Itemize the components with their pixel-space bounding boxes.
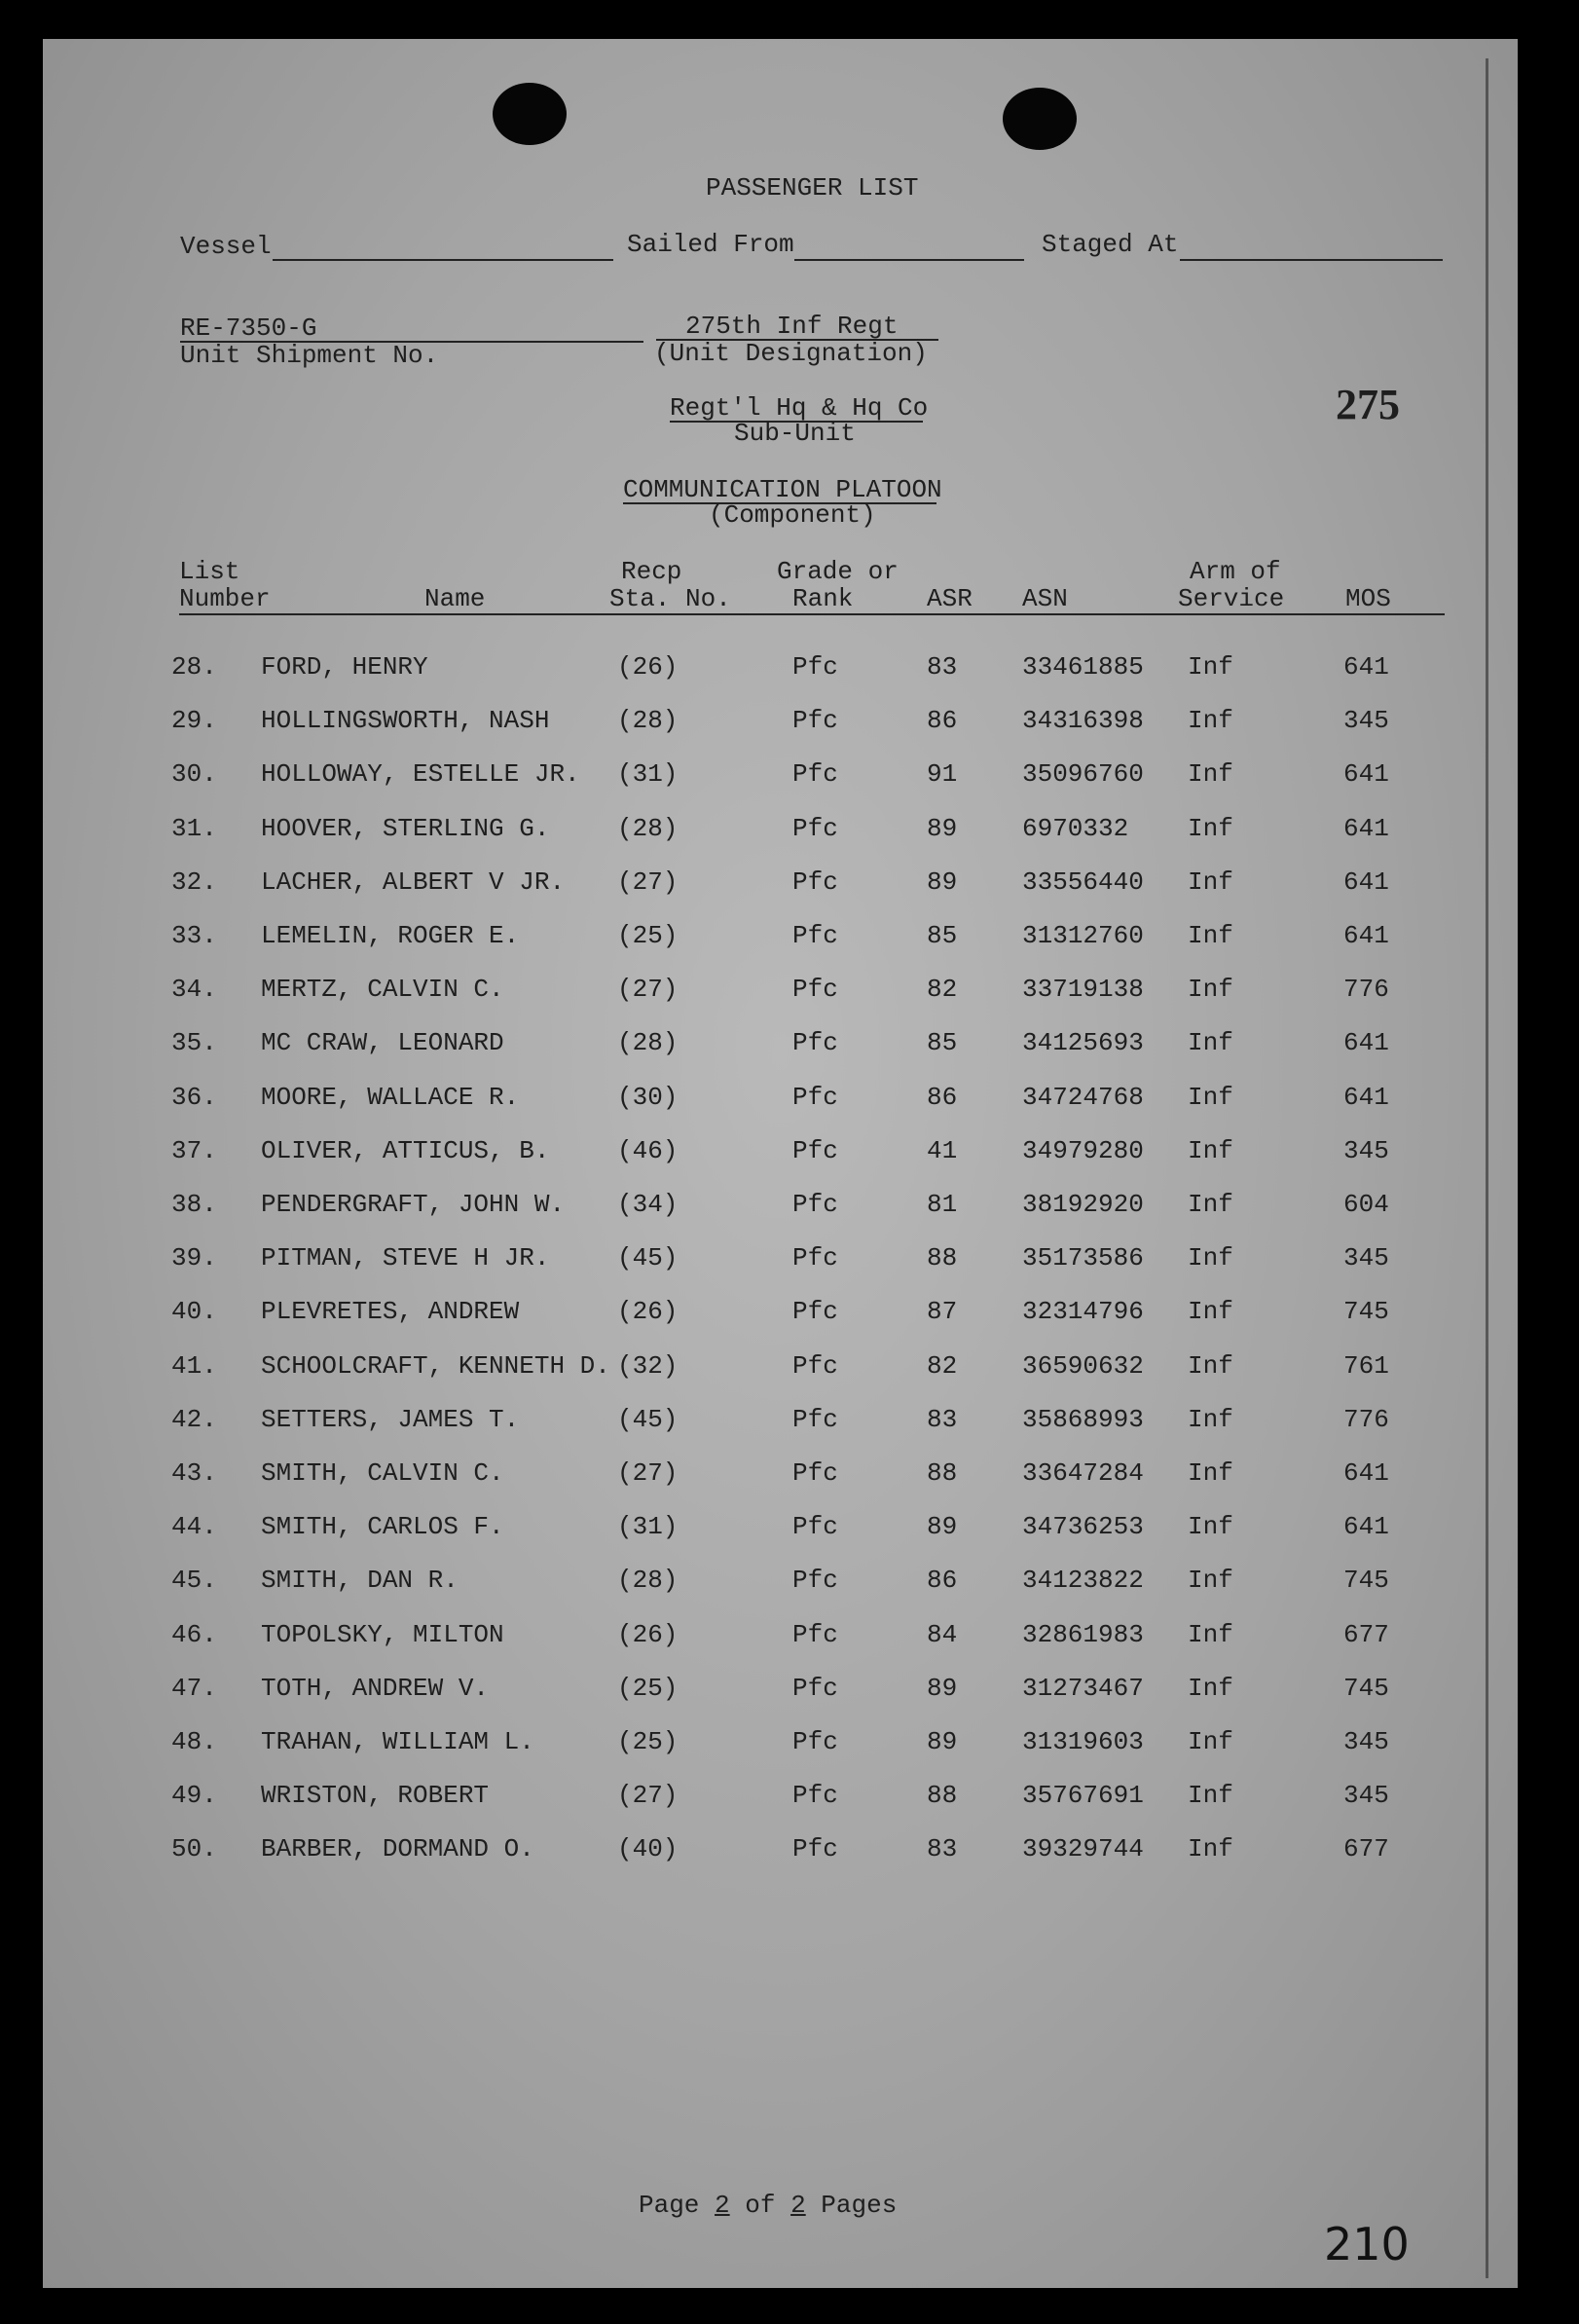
row-asr: 86 bbox=[927, 1566, 958, 1596]
row-arm-of-service: Inf bbox=[1188, 1135, 1233, 1165]
row-arm-of-service: Inf bbox=[1188, 1082, 1233, 1112]
row-mos: 345 bbox=[1343, 1727, 1389, 1756]
row-name: SMITH, DAN R. bbox=[261, 1566, 459, 1596]
col-mos: MOS bbox=[1345, 584, 1391, 613]
row-name: HOOVER, STERLING G. bbox=[261, 813, 550, 843]
row-asr: 89 bbox=[927, 1673, 958, 1703]
row-name: OLIVER, ATTICUS, B. bbox=[261, 1135, 550, 1165]
row-asn: 38192920 bbox=[1022, 1190, 1144, 1219]
row-asr: 84 bbox=[927, 1619, 958, 1649]
table-row bbox=[43, 1405, 1518, 1444]
page-footer bbox=[639, 2191, 897, 2220]
sub-unit-value: Regt'l Hq & Hq Co bbox=[670, 393, 929, 423]
row-asn: 33556440 bbox=[1022, 867, 1144, 897]
row-mos: 677 bbox=[1343, 1619, 1389, 1649]
sailed-from-blank-line bbox=[794, 259, 1024, 261]
row-name: MC CRAW, LEONARD bbox=[261, 1028, 504, 1058]
col-grade-line1: Grade or bbox=[777, 557, 899, 586]
row-grade: Pfc bbox=[792, 1458, 838, 1488]
col-arm-line1: Arm of bbox=[1190, 557, 1281, 586]
row-name: PENDERGRAFT, JOHN W. bbox=[261, 1190, 566, 1219]
row-arm-of-service: Inf bbox=[1188, 1673, 1233, 1703]
row-arm-of-service: Inf bbox=[1188, 1190, 1233, 1219]
row-recp-station: (25) bbox=[617, 921, 679, 950]
row-mos: 641 bbox=[1343, 921, 1389, 950]
row-arm-of-service: Inf bbox=[1188, 759, 1233, 790]
page-of: of bbox=[745, 2191, 776, 2220]
row-asn: 35096760 bbox=[1022, 759, 1144, 790]
row-grade: Pfc bbox=[792, 1190, 838, 1219]
row-grade: Pfc bbox=[792, 1028, 838, 1058]
col-asn: ASN bbox=[1022, 584, 1068, 613]
row-number: 42. bbox=[171, 1404, 217, 1434]
row-number: 38. bbox=[171, 1190, 217, 1219]
row-mos: 761 bbox=[1343, 1350, 1389, 1381]
table-row bbox=[43, 1136, 1518, 1175]
row-grade: Pfc bbox=[792, 706, 838, 736]
row-asr: 88 bbox=[927, 1458, 958, 1488]
row-name: TOPOLSKY, MILTON bbox=[261, 1619, 504, 1649]
component-value: COMMUNICATION PLATOON bbox=[623, 475, 942, 504]
row-asr: 83 bbox=[927, 1404, 958, 1434]
row-mos: 677 bbox=[1343, 1834, 1389, 1864]
unit-shipment-value: RE-7350-G bbox=[180, 314, 317, 343]
row-asr: 89 bbox=[927, 813, 958, 843]
row-asr: 89 bbox=[927, 1512, 958, 1542]
row-asn: 33647284 bbox=[1022, 1458, 1144, 1488]
row-grade: Pfc bbox=[792, 1673, 838, 1703]
row-grade: Pfc bbox=[792, 975, 838, 1005]
row-asn: 35767691 bbox=[1022, 1781, 1144, 1811]
col-recp-line2: Sta. No. bbox=[609, 584, 731, 613]
row-arm-of-service: Inf bbox=[1188, 975, 1233, 1005]
row-asr: 88 bbox=[927, 1243, 958, 1273]
row-grade: Pfc bbox=[792, 1404, 838, 1434]
table-row bbox=[43, 1620, 1518, 1659]
col-asr: ASR bbox=[927, 584, 973, 613]
page-label: Page bbox=[639, 2191, 700, 2220]
row-asn: 36590632 bbox=[1022, 1350, 1144, 1381]
row-name: HOLLOWAY, ESTELLE JR. bbox=[261, 759, 580, 790]
unit-designation-value: 275th Inf Regt bbox=[685, 312, 899, 341]
row-number: 36. bbox=[171, 1082, 217, 1112]
row-recp-station: (46) bbox=[617, 1135, 679, 1165]
row-arm-of-service: Inf bbox=[1188, 1566, 1233, 1596]
row-recp-station: (27) bbox=[617, 867, 679, 897]
row-name: PITMAN, STEVE H JR. bbox=[261, 1243, 550, 1273]
punch-hole-right bbox=[1003, 88, 1077, 150]
table-row bbox=[43, 867, 1518, 906]
row-arm-of-service: Inf bbox=[1188, 867, 1233, 897]
row-recp-station: (27) bbox=[617, 975, 679, 1005]
row-grade: Pfc bbox=[792, 1350, 838, 1381]
sailed-from-label: Sailed From bbox=[627, 230, 794, 259]
document-page bbox=[43, 39, 1518, 2288]
row-recp-station: (27) bbox=[617, 1781, 679, 1811]
row-grade: Pfc bbox=[792, 921, 838, 950]
row-arm-of-service: Inf bbox=[1188, 706, 1233, 736]
row-mos: 641 bbox=[1343, 652, 1389, 682]
table-row bbox=[43, 1297, 1518, 1336]
row-name: LEMELIN, ROGER E. bbox=[261, 921, 520, 950]
row-recp-station: (31) bbox=[617, 1512, 679, 1542]
row-name: TRAHAN, WILLIAM L. bbox=[261, 1727, 534, 1756]
row-recp-station: (28) bbox=[617, 706, 679, 736]
row-arm-of-service: Inf bbox=[1188, 652, 1233, 682]
component-label: (Component) bbox=[709, 500, 876, 530]
table-row bbox=[43, 921, 1518, 960]
table-row bbox=[43, 1190, 1518, 1229]
row-asr: 85 bbox=[927, 921, 958, 950]
row-asr: 83 bbox=[927, 1834, 958, 1864]
row-arm-of-service: Inf bbox=[1188, 1781, 1233, 1811]
table-row bbox=[43, 1674, 1518, 1713]
row-arm-of-service: Inf bbox=[1188, 1834, 1233, 1864]
row-name: MOORE, WALLACE R. bbox=[261, 1082, 520, 1112]
row-grade: Pfc bbox=[792, 1243, 838, 1273]
row-grade: Pfc bbox=[792, 759, 838, 790]
row-number: 43. bbox=[171, 1458, 217, 1488]
row-asn: 31273467 bbox=[1022, 1673, 1144, 1703]
row-arm-of-service: Inf bbox=[1188, 1458, 1233, 1488]
header-rule bbox=[179, 613, 1445, 615]
row-recp-station: (32) bbox=[617, 1350, 679, 1381]
row-asn: 33719138 bbox=[1022, 975, 1144, 1005]
table-row bbox=[43, 1781, 1518, 1820]
col-list-number-line1: List bbox=[179, 557, 240, 586]
col-arm-line2: Service bbox=[1178, 584, 1285, 613]
row-name: SCHOOLCRAFT, KENNETH D. bbox=[261, 1350, 610, 1381]
handwritten-number: 210 bbox=[1324, 2218, 1410, 2270]
row-asr: 85 bbox=[927, 1028, 958, 1058]
row-grade: Pfc bbox=[792, 1297, 838, 1327]
row-mos: 345 bbox=[1343, 1243, 1389, 1273]
row-number: 35. bbox=[171, 1028, 217, 1058]
row-asn: 34724768 bbox=[1022, 1082, 1144, 1112]
row-recp-station: (30) bbox=[617, 1082, 679, 1112]
row-asn: 34123822 bbox=[1022, 1566, 1144, 1596]
row-number: 28. bbox=[171, 652, 217, 682]
row-grade: Pfc bbox=[792, 1781, 838, 1811]
row-asr: 88 bbox=[927, 1781, 958, 1811]
row-mos: 641 bbox=[1343, 867, 1389, 897]
row-asr: 83 bbox=[927, 652, 958, 682]
row-number: 29. bbox=[171, 706, 217, 736]
row-mos: 345 bbox=[1343, 1781, 1389, 1811]
row-recp-station: (34) bbox=[617, 1190, 679, 1219]
row-number: 50. bbox=[171, 1834, 217, 1864]
row-recp-station: (45) bbox=[617, 1404, 679, 1434]
row-grade: Pfc bbox=[792, 1619, 838, 1649]
row-recp-station: (25) bbox=[617, 1673, 679, 1703]
row-mos: 604 bbox=[1343, 1190, 1389, 1219]
row-asr: 82 bbox=[927, 1350, 958, 1381]
row-number: 48. bbox=[171, 1727, 217, 1756]
row-arm-of-service: Inf bbox=[1188, 1350, 1233, 1381]
table-row bbox=[43, 1243, 1518, 1282]
staged-at-label: Staged At bbox=[1042, 230, 1179, 259]
row-number: 45. bbox=[171, 1566, 217, 1596]
row-asn: 34125693 bbox=[1022, 1028, 1144, 1058]
row-name: HOLLINGSWORTH, NASH bbox=[261, 706, 550, 736]
row-asr: 87 bbox=[927, 1297, 958, 1327]
table-row bbox=[43, 1351, 1518, 1390]
table-row bbox=[43, 975, 1518, 1014]
row-name: SETTERS, JAMES T. bbox=[261, 1404, 520, 1434]
row-name: MERTZ, CALVIN C. bbox=[261, 975, 504, 1005]
unit-designation-label: (Unit Designation) bbox=[654, 339, 928, 368]
row-mos: 641 bbox=[1343, 759, 1389, 790]
row-asn: 34979280 bbox=[1022, 1135, 1144, 1165]
row-asn: 32861983 bbox=[1022, 1619, 1144, 1649]
row-number: 37. bbox=[171, 1135, 217, 1165]
row-arm-of-service: Inf bbox=[1188, 921, 1233, 950]
row-asn: 31312760 bbox=[1022, 921, 1144, 950]
document-title: PASSENGER LIST bbox=[706, 173, 919, 203]
row-asn: 33461885 bbox=[1022, 652, 1144, 682]
row-arm-of-service: Inf bbox=[1188, 1512, 1233, 1542]
row-asr: 86 bbox=[927, 1082, 958, 1112]
row-asr: 91 bbox=[927, 759, 958, 790]
table-row bbox=[43, 1727, 1518, 1766]
row-number: 41. bbox=[171, 1350, 217, 1381]
row-number: 32. bbox=[171, 867, 217, 897]
row-mos: 641 bbox=[1343, 1458, 1389, 1488]
row-asn: 34316398 bbox=[1022, 706, 1144, 736]
row-mos: 745 bbox=[1343, 1566, 1389, 1596]
page-stamp-number: 275 bbox=[1336, 381, 1400, 428]
row-name: SMITH, CARLOS F. bbox=[261, 1512, 504, 1542]
row-asr: 41 bbox=[927, 1135, 958, 1165]
row-asn: 32314796 bbox=[1022, 1297, 1144, 1327]
row-asn: 39329744 bbox=[1022, 1834, 1144, 1864]
row-recp-station: (31) bbox=[617, 759, 679, 790]
table-row bbox=[43, 1458, 1518, 1497]
row-asr: 86 bbox=[927, 706, 958, 736]
row-arm-of-service: Inf bbox=[1188, 1028, 1233, 1058]
row-recp-station: (40) bbox=[617, 1834, 679, 1864]
row-mos: 641 bbox=[1343, 1082, 1389, 1112]
row-asr: 82 bbox=[927, 975, 958, 1005]
row-recp-station: (45) bbox=[617, 1243, 679, 1273]
punch-hole-left bbox=[493, 83, 567, 145]
row-mos: 641 bbox=[1343, 1512, 1389, 1542]
sub-unit-label: Sub-Unit bbox=[734, 419, 856, 448]
row-recp-station: (28) bbox=[617, 813, 679, 843]
table-row bbox=[43, 814, 1518, 853]
table-row bbox=[43, 1083, 1518, 1122]
row-asn: 6970332 bbox=[1022, 813, 1129, 843]
row-name: WRISTON, ROBERT bbox=[261, 1781, 490, 1811]
row-recp-station: (25) bbox=[617, 1727, 679, 1756]
row-grade: Pfc bbox=[792, 652, 838, 682]
table-row bbox=[43, 1834, 1518, 1873]
row-arm-of-service: Inf bbox=[1188, 1297, 1233, 1327]
row-name: LACHER, ALBERT V JR. bbox=[261, 867, 566, 897]
row-arm-of-service: Inf bbox=[1188, 1727, 1233, 1756]
row-number: 44. bbox=[171, 1512, 217, 1542]
row-number: 47. bbox=[171, 1673, 217, 1703]
row-mos: 776 bbox=[1343, 975, 1389, 1005]
row-recp-station: (26) bbox=[617, 652, 679, 682]
row-grade: Pfc bbox=[792, 1566, 838, 1596]
table-row bbox=[43, 1566, 1518, 1605]
row-recp-station: (26) bbox=[617, 1297, 679, 1327]
row-mos: 641 bbox=[1343, 813, 1389, 843]
row-recp-station: (28) bbox=[617, 1566, 679, 1596]
col-grade-line2: Rank bbox=[792, 584, 854, 613]
row-asn: 31319603 bbox=[1022, 1727, 1144, 1756]
row-number: 39. bbox=[171, 1243, 217, 1273]
page-suffix: Pages bbox=[821, 2191, 898, 2220]
table-row bbox=[43, 1512, 1518, 1551]
row-grade: Pfc bbox=[792, 1727, 838, 1756]
row-grade: Pfc bbox=[792, 867, 838, 897]
vessel-blank-line bbox=[273, 259, 613, 261]
row-grade: Pfc bbox=[792, 1512, 838, 1542]
row-number: 30. bbox=[171, 759, 217, 790]
page-total: 2 bbox=[790, 2191, 806, 2220]
row-mos: 745 bbox=[1343, 1297, 1389, 1327]
row-mos: 745 bbox=[1343, 1673, 1389, 1703]
col-list-number-line2: Number bbox=[179, 584, 271, 613]
row-grade: Pfc bbox=[792, 1082, 838, 1112]
row-asr: 89 bbox=[927, 1727, 958, 1756]
page-current: 2 bbox=[715, 2191, 730, 2220]
row-asr: 89 bbox=[927, 867, 958, 897]
row-mos: 345 bbox=[1343, 1135, 1389, 1165]
col-name: Name bbox=[424, 584, 486, 613]
row-asn: 35868993 bbox=[1022, 1404, 1144, 1434]
table-row bbox=[43, 706, 1518, 745]
staged-at-blank-line bbox=[1180, 259, 1443, 261]
row-name: FORD, HENRY bbox=[261, 652, 428, 682]
table-row bbox=[43, 652, 1518, 691]
row-name: BARBER, DORMAND O. bbox=[261, 1834, 534, 1864]
row-mos: 345 bbox=[1343, 706, 1389, 736]
row-asn: 34736253 bbox=[1022, 1512, 1144, 1542]
row-number: 31. bbox=[171, 813, 217, 843]
row-name: SMITH, CALVIN C. bbox=[261, 1458, 504, 1488]
row-grade: Pfc bbox=[792, 1135, 838, 1165]
row-asn: 35173586 bbox=[1022, 1243, 1144, 1273]
row-arm-of-service: Inf bbox=[1188, 1243, 1233, 1273]
table-row bbox=[43, 759, 1518, 798]
row-arm-of-service: Inf bbox=[1188, 1404, 1233, 1434]
row-grade: Pfc bbox=[792, 1834, 838, 1864]
row-recp-station: (26) bbox=[617, 1619, 679, 1649]
row-number: 40. bbox=[171, 1297, 217, 1327]
row-mos: 641 bbox=[1343, 1028, 1389, 1058]
row-asr: 81 bbox=[927, 1190, 958, 1219]
row-recp-station: (28) bbox=[617, 1028, 679, 1058]
table-row bbox=[43, 1028, 1518, 1067]
row-arm-of-service: Inf bbox=[1188, 813, 1233, 843]
col-recp-line1: Recp bbox=[621, 557, 682, 586]
row-number: 46. bbox=[171, 1619, 217, 1649]
row-number: 33. bbox=[171, 921, 217, 950]
row-number: 34. bbox=[171, 975, 217, 1005]
row-number: 49. bbox=[171, 1781, 217, 1811]
vessel-label: Vessel bbox=[180, 232, 272, 261]
row-grade: Pfc bbox=[792, 813, 838, 843]
unit-shipment-label: Unit Shipment No. bbox=[180, 341, 439, 370]
row-name: PLEVRETES, ANDREW bbox=[261, 1297, 520, 1327]
row-recp-station: (27) bbox=[617, 1458, 679, 1488]
row-arm-of-service: Inf bbox=[1188, 1619, 1233, 1649]
row-name: TOTH, ANDREW V. bbox=[261, 1673, 490, 1703]
row-mos: 776 bbox=[1343, 1404, 1389, 1434]
